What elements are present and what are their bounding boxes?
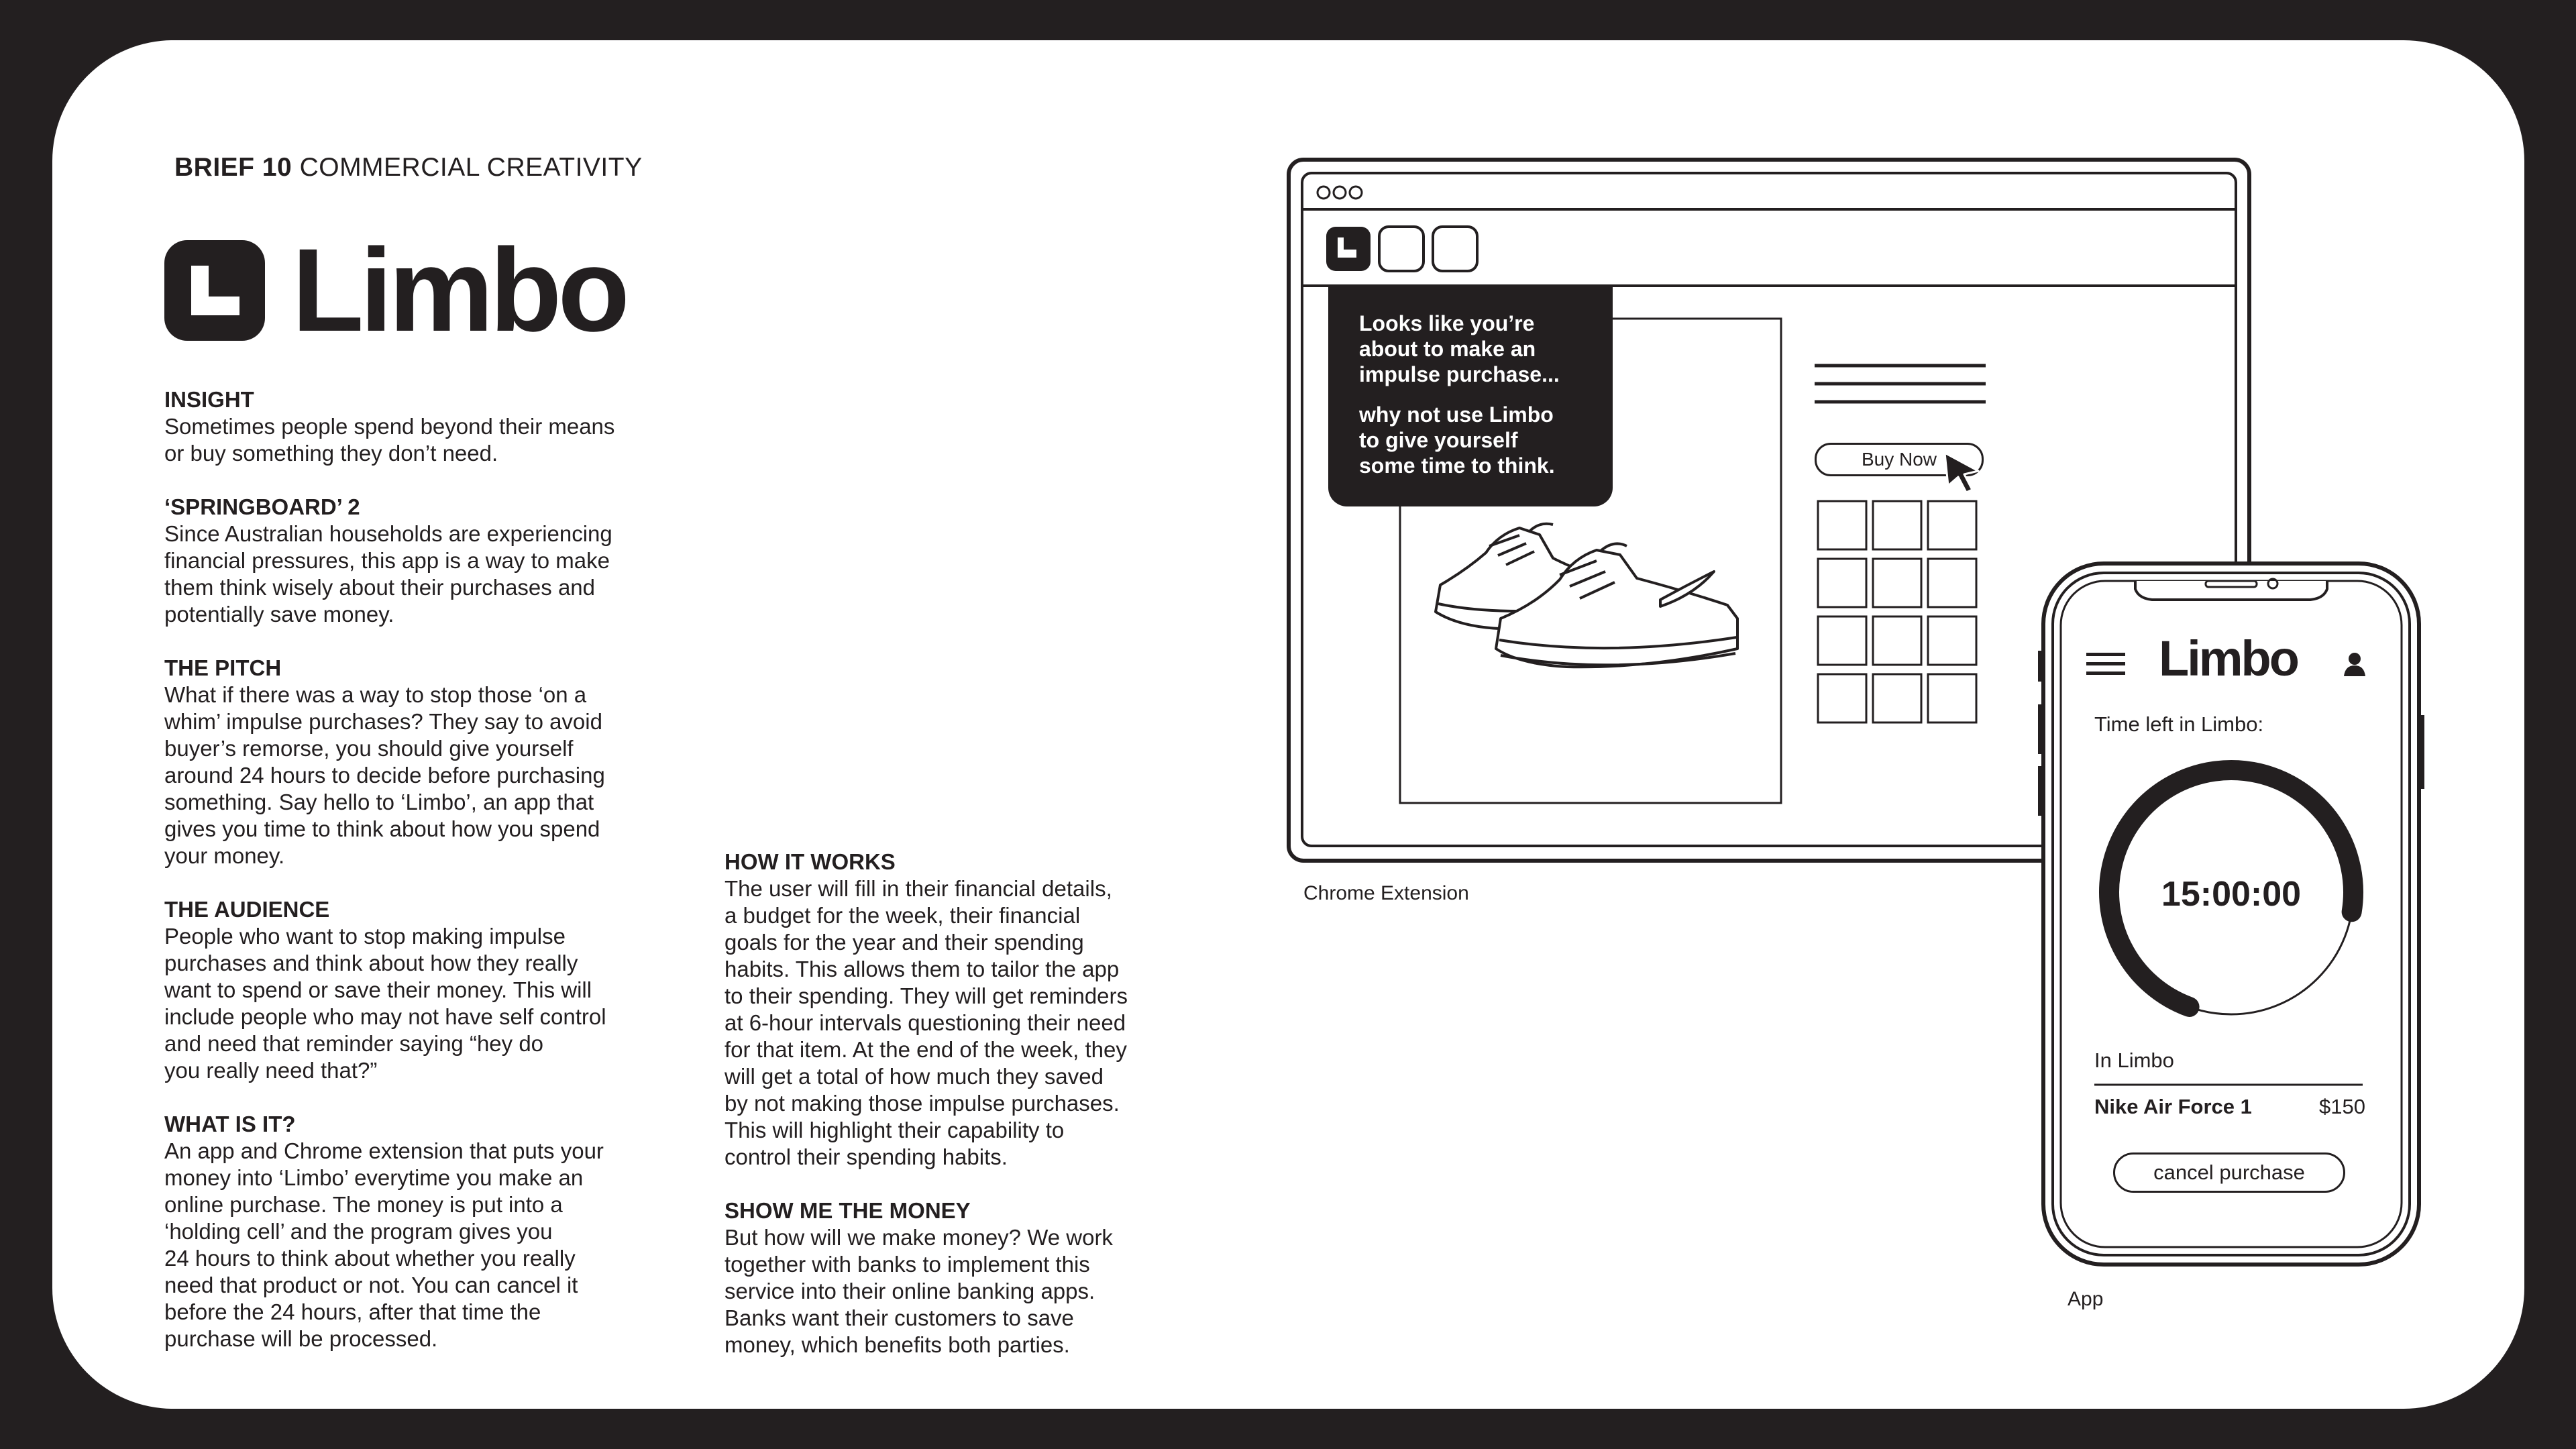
section-show-me-the-money: [724, 1197, 1234, 1358]
section-heading: INSIGHT: [164, 387, 254, 412]
brief-title: [174, 153, 643, 182]
chrome-extension-caption: Chrome Extension: [1303, 882, 1469, 904]
section-heading: WHAT IS IT?: [164, 1112, 296, 1136]
bubble-text-1: Looks like you’re about to make an impulse purchase...: [1359, 311, 1560, 386]
menu-icon[interactable]: [2086, 653, 2125, 681]
section-body: Since Australian households are experiencing financial pressures, this app is a way to make them think wisely about their purchases and potentially save money.: [164, 521, 612, 627]
section-heading: ‘SPRINGBOARD’ 2: [164, 494, 360, 519]
buy-now-button[interactable]: Buy Now: [1815, 443, 1984, 476]
section-body: But how will we make money? We work together with banks to implement this service into their online banking apps. Banks want their customers to save money, which benefits both parties.: [724, 1225, 1113, 1357]
in-limbo-label: In Limbo: [2094, 1049, 2174, 1072]
section-pitch: [164, 655, 701, 869]
countdown-timer: 15:00:00: [2161, 875, 2302, 914]
cancel-purchase-button[interactable]: cancel purchase: [2113, 1152, 2345, 1193]
section-body: People who want to stop making impulse purchases and think about how they really want to spend or save their money. This will include people who may not have self control and need that reminder saying “hey do you really need that?”: [164, 924, 606, 1083]
product-price: $150: [2319, 1095, 2365, 1118]
section-what-is-it: [164, 1111, 701, 1352]
section-body: Sometimes people spend beyond their means or buy something they don’t need.: [164, 414, 615, 466]
left-column: [164, 386, 701, 1379]
app-logo: Limbo: [2159, 631, 2298, 686]
limbo-logo: [164, 225, 626, 356]
section-heading: THE PITCH: [164, 655, 282, 680]
product-name: Nike Air Force 1: [2094, 1095, 2252, 1118]
limbo-logo-icon: [164, 240, 265, 341]
section-heading: HOW IT WORKS: [724, 849, 896, 874]
section-heading: SHOW ME THE MONEY: [724, 1198, 971, 1223]
brief-category: COMMERCIAL CREATIVITY: [299, 153, 643, 182]
extension-icons: [1326, 227, 1477, 271]
section-body: What if there was a way to stop those ‘on a whim’ impulse purchases? They say to avoid buyer’s remorse, you should give yourself around 24 hours to decide before purchasing something. Say hello to ‘Limbo’, an app that gives you time to think about how you spend your money.: [164, 682, 605, 868]
bubble-text-2: why not use Limbo to give yourself some time to think.: [1359, 402, 1555, 478]
section-springboard: [164, 494, 701, 628]
user-icon[interactable]: [2341, 651, 2368, 678]
section-heading: THE AUDIENCE: [164, 897, 330, 922]
logo-wordmark: Limbo: [292, 225, 626, 356]
section-audience: [164, 896, 701, 1084]
cursor-icon: [1942, 451, 1984, 495]
time-left-label: Time left in Limbo:: [2094, 712, 2264, 736]
app-caption: App: [2068, 1288, 2104, 1310]
brief-number: BRIEF 10: [174, 153, 292, 182]
impulse-warning-bubble: [1328, 285, 1613, 506]
section-body: An app and Chrome extension that puts your money into ‘Limbo’ everytime you make an online purchase. The money is put into a ‘holding cell’ and the program gives you 24 hours to think about whether you really need that product or not. You can cancel it before the 24 hours, after that time the purchase will be processed.: [164, 1138, 604, 1351]
section-insight: [164, 386, 701, 467]
section-body: The user will fill in their financial details, a budget for the week, their financial goals for the year and their spending habits. This allows them to tailor the app to their spending. They will get reminders at 6-hour intervals questioning their need for that item. At the end of the week, they will get a total of how much they saved by not making those impulse purchases. This will highlight their capability to control their spending habits.: [724, 876, 1128, 1169]
right-column: [724, 849, 1234, 1385]
section-how-it-works: [724, 849, 1234, 1171]
